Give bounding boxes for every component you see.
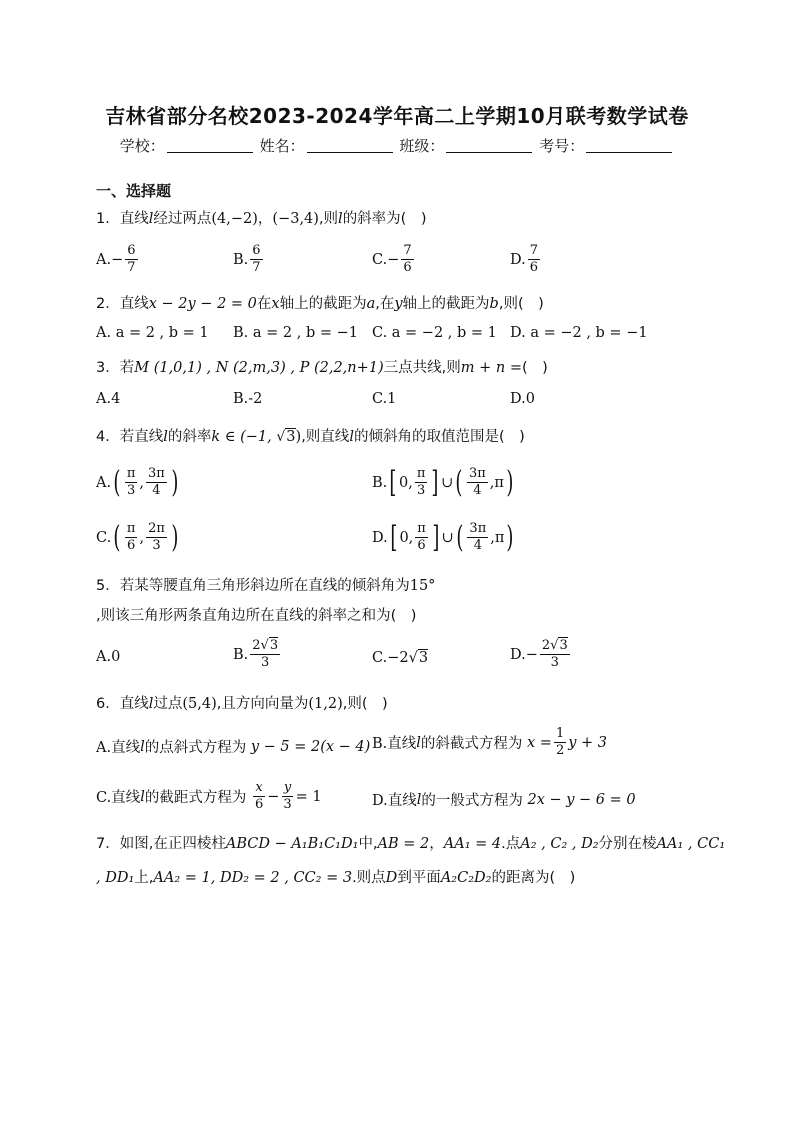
option-label: A. [96, 251, 112, 268]
var: D [385, 870, 398, 886]
q-text: 直线 [119, 296, 149, 312]
var: a [366, 296, 376, 312]
option-label: D. [510, 251, 526, 268]
option-text: D.直线 [372, 793, 417, 809]
var: l [163, 429, 168, 445]
math-edges: AA₁ , CC₁ [656, 836, 726, 852]
option-label: C. [372, 251, 388, 268]
question-number: 5． [96, 578, 120, 594]
math-expr: 0, [398, 474, 413, 491]
denominator: 6 [417, 538, 426, 553]
var: l [140, 738, 145, 755]
numerator: 2√3 [541, 638, 568, 653]
denominator: 6 [403, 260, 412, 275]
math-edges: , DD₁ [96, 870, 135, 886]
math-equation: AB = 2 [377, 836, 430, 852]
q-text: 若某等腰直角三角形斜边所在直线的倾斜角为 [119, 578, 410, 594]
q-text: 直线 [119, 696, 149, 712]
numerator: π [417, 521, 426, 536]
q-text: ,则( ) [498, 296, 544, 312]
paren: ( [113, 464, 121, 500]
question-number: 4． [96, 429, 120, 445]
fraction [415, 521, 428, 554]
q1-option-c[interactable] [372, 243, 416, 276]
math-points: A₂ , C₂ , D₂ [520, 836, 599, 852]
q-text: 轴上的截距为 [402, 296, 490, 312]
question-3 [96, 356, 548, 377]
q-text: 的倾斜角的取值范围是( ) [353, 429, 525, 445]
q5-option-c[interactable]: C. −2 √ 3 [372, 649, 429, 666]
option-text: 的截距式方程为 [144, 790, 247, 806]
q-text: 在 [256, 296, 272, 312]
numerator: 3π [469, 521, 487, 536]
question-5 [96, 574, 435, 595]
class-label: 班级： [399, 137, 445, 155]
q-text: .点 [501, 836, 521, 852]
name-label: 姓名： [259, 137, 305, 155]
math-equation: AA₁ = 4 [443, 836, 502, 852]
math-equation: x − 2y − 2 = 0 [148, 296, 257, 312]
option-text: C.直线 [96, 790, 141, 806]
numerator: π [126, 521, 136, 536]
q4-option-c[interactable]: C. ( $\frac{\pi}{6}$ , $\frac{2\pi}{3}$ ) [96, 519, 179, 555]
paren: ) [506, 519, 514, 555]
question-number: 2． [96, 296, 120, 312]
option-label: B. [233, 646, 249, 663]
math-expr: k ∈ (−1, [211, 429, 277, 445]
option-label: B. [372, 474, 388, 491]
union-symbol: ∪ [441, 529, 454, 546]
math-prism: ABCD − A₁B₁C₁D₁ [225, 836, 359, 852]
fraction [281, 780, 293, 813]
q3-option-c[interactable]: C.1 [372, 391, 397, 407]
question-4 [96, 425, 525, 446]
q4-option-a[interactable]: A. ( $\frac{\pi}{3}$ , $\frac{3\pi}{4}$ ) [96, 464, 179, 500]
option-label: C. [372, 649, 388, 666]
numerator: π [416, 466, 426, 481]
radicand: 3 [269, 638, 279, 653]
option-label: A. [96, 474, 112, 491]
paren: ) [171, 464, 179, 500]
q-text: .则点 [352, 870, 386, 886]
var: l [349, 429, 354, 445]
fraction [250, 243, 262, 276]
bracket: ] [431, 464, 439, 500]
q6-option-a[interactable] [96, 736, 370, 757]
math-expr: ,π [490, 529, 505, 546]
math-equation: 2x − y − 6 = 0 [527, 791, 636, 808]
fraction [250, 638, 280, 671]
option-label: D. [510, 646, 526, 663]
numerator: 3π [147, 466, 165, 481]
fraction [125, 243, 137, 276]
denominator: 3 [261, 655, 270, 670]
question-number: 7． [96, 836, 120, 852]
q1-option-a[interactable] [96, 243, 140, 276]
numerator: 6 [252, 243, 261, 258]
q1-option-d[interactable] [510, 243, 542, 276]
radicand: 3 [418, 650, 429, 666]
q6-option-c[interactable] [96, 780, 322, 813]
question-5-line-2: ,则该三角形两条直角边所在直线的斜率之和为( ) [96, 608, 417, 624]
q-text: 的距离为( ) [491, 870, 576, 886]
math-plane: A₂C₂D₂ [440, 870, 492, 886]
number-label: 考号： [539, 137, 585, 155]
q-text: 到平面 [397, 870, 441, 886]
option-label: C. [96, 529, 112, 546]
q5-option-d[interactable] [510, 638, 572, 671]
q-text: 中, [358, 836, 378, 852]
question-number: 6． [96, 696, 120, 712]
q4-option-d[interactable] [372, 521, 516, 554]
fraction [467, 466, 488, 499]
radicand: 3 [559, 638, 568, 653]
math-expr: ,π [489, 474, 504, 491]
paren: ) [171, 519, 179, 555]
denominator: 6 [529, 260, 538, 275]
fraction [401, 243, 413, 276]
fraction [467, 521, 488, 554]
number-blank[interactable] [586, 138, 672, 153]
coef: 2 [541, 638, 551, 653]
fraction [528, 243, 540, 276]
question-1 [96, 207, 427, 228]
var: l [416, 791, 422, 808]
math-equation: x = [527, 734, 552, 751]
q4-option-b[interactable] [372, 466, 516, 499]
denominator: 7 [252, 260, 261, 275]
q2-option-c[interactable]: C. a = −2 , b = 1 [372, 325, 497, 341]
q5-option-b[interactable] [233, 638, 282, 671]
denominator: 4 [473, 538, 482, 553]
question-7-line-2 [96, 866, 575, 887]
var: l [338, 211, 343, 227]
q-text: 三点共线,则 [383, 360, 461, 376]
fraction [415, 466, 428, 499]
denominator: 3 [152, 538, 161, 553]
sign: − [525, 646, 538, 663]
q-text: 的斜率为( ) [342, 211, 427, 227]
numerator: 2π [148, 521, 165, 536]
sign: − [267, 788, 280, 805]
option-text: 的点斜式方程为 [144, 740, 247, 756]
option-text: 的一般式方程为 [421, 793, 523, 809]
math-expr: 0, [399, 529, 414, 546]
option-text: B.直线 [372, 736, 417, 752]
q-text: ， [257, 211, 273, 227]
sign: − [387, 251, 400, 268]
var: x [271, 296, 280, 312]
q-text: ,则( ) [342, 696, 388, 712]
math-points: M (1,0,1) , N (2,m,3) , P (2,2,n+1) [134, 360, 384, 376]
q2-option-d[interactable]: D. a = −2 , b = −1 [510, 325, 648, 341]
paren: ( [456, 519, 464, 555]
paren: ) [506, 464, 514, 500]
q-text: 经过两点 [153, 211, 212, 227]
q-text: 的斜率 [167, 429, 212, 445]
question-7 [96, 832, 725, 853]
fraction [125, 521, 138, 554]
var: y [394, 296, 403, 312]
denominator: 3 [416, 483, 426, 498]
option-label: D. [372, 529, 388, 546]
option-label: B. [233, 251, 249, 268]
bracket: [ [389, 464, 397, 500]
question-number: 1． [96, 211, 120, 227]
denominator: 4 [152, 483, 161, 498]
class-blank[interactable] [446, 138, 532, 153]
denominator: 7 [127, 260, 136, 275]
denominator: 3 [126, 483, 136, 498]
numerator: 3π [468, 466, 486, 481]
student-info-line [0, 135, 794, 156]
numerator: 6 [127, 243, 136, 258]
fraction [253, 780, 265, 813]
denominator: 4 [473, 483, 482, 498]
math-expr: ) [295, 429, 302, 445]
q-text: ， [429, 836, 444, 852]
coef: −2 [387, 649, 409, 666]
numerator: π [126, 466, 136, 481]
school-label: 学校： [119, 137, 165, 155]
sqrt-value: 3 [286, 429, 296, 445]
math-equation: y − 5 = 2(x − 4) [250, 738, 371, 755]
q1-option-b[interactable] [233, 243, 265, 276]
q-text: ,则直线 [301, 429, 350, 445]
sqrt-sign: √ [276, 429, 286, 445]
denominator: 6 [127, 538, 136, 553]
q6-option-b[interactable] [372, 726, 607, 759]
numerator: y [283, 780, 292, 795]
option-text: A.直线 [96, 740, 141, 756]
fraction [125, 466, 138, 499]
math-point: (−3,4) [272, 211, 319, 227]
q3-option-b[interactable]: B.-2 [233, 391, 263, 407]
numerator: x [255, 780, 263, 795]
q-text: ,在 [375, 296, 395, 312]
fraction [146, 521, 167, 554]
math-equation: = 1 [295, 788, 322, 805]
q2-option-a[interactable]: A. a = 2 , b = 1 [96, 325, 209, 341]
section-title: 一、选择题 [96, 182, 172, 200]
angle-value: 15° [409, 578, 436, 594]
q-text: 如图,在正四棱柱 [119, 836, 226, 852]
q6-option-d[interactable] [372, 789, 636, 810]
var: b [489, 296, 499, 312]
question-number: 3． [96, 360, 120, 376]
math-vector: (1,2) [308, 696, 343, 712]
fraction [554, 726, 566, 759]
var: l [148, 211, 154, 227]
question-6 [96, 692, 388, 713]
exam-title: 吉林省部分名校2023-2024学年高二上学期10月联考数学试卷 [105, 104, 689, 128]
q-text: ,则 [318, 211, 339, 227]
q-text: 轴上的截距为 [279, 296, 367, 312]
q-text: 上, [134, 870, 154, 886]
math-point: (5,4) [182, 696, 217, 712]
denominator: 2 [555, 743, 565, 758]
fraction [146, 466, 167, 499]
math-point: (4,−2) [211, 211, 258, 227]
math-conditions: AA₂ = 1, DD₂ = 2 , CC₂ = 3 [153, 870, 353, 886]
q-text: 过点 [153, 696, 183, 712]
var: l [148, 696, 154, 712]
numerator: 7 [529, 243, 538, 258]
var: l [140, 788, 145, 805]
numerator: 2√3 [252, 638, 279, 653]
denominator: 3 [283, 797, 292, 812]
q3-option-a[interactable]: A.4 [96, 391, 121, 407]
numerator: 1 [555, 726, 565, 741]
q-text: 分别在棱 [598, 836, 657, 852]
coef: 2 [252, 638, 261, 653]
option-text: 的斜截式方程为 [420, 736, 523, 752]
denominator: 3 [550, 655, 559, 670]
sign: − [111, 251, 124, 268]
paren: ( [113, 519, 121, 555]
q5-option-a[interactable]: A.0 [96, 649, 121, 665]
denominator: 6 [254, 797, 264, 812]
q-text: ,且方向向量为 [216, 696, 309, 712]
fraction [540, 638, 570, 671]
q-text: 若直线 [119, 429, 164, 445]
q-text: 若 [119, 360, 135, 376]
q-text: ( ) [521, 360, 548, 376]
question-2 [96, 292, 544, 313]
bracket: [ [390, 519, 398, 555]
math-equation: y + 3 [568, 734, 608, 751]
math-expr: m + n = [460, 360, 522, 376]
school-blank[interactable] [167, 138, 253, 153]
q2-option-b[interactable]: B. a = 2 , b = −1 [233, 325, 358, 341]
paren: ( [455, 464, 463, 500]
name-blank[interactable] [307, 138, 393, 153]
bracket: ] [432, 519, 440, 555]
union-symbol: ∪ [441, 474, 454, 491]
numerator: 7 [403, 243, 412, 258]
q3-option-d[interactable]: D.0 [510, 391, 535, 407]
var: l [416, 734, 421, 751]
q-text: 直线 [119, 211, 149, 227]
